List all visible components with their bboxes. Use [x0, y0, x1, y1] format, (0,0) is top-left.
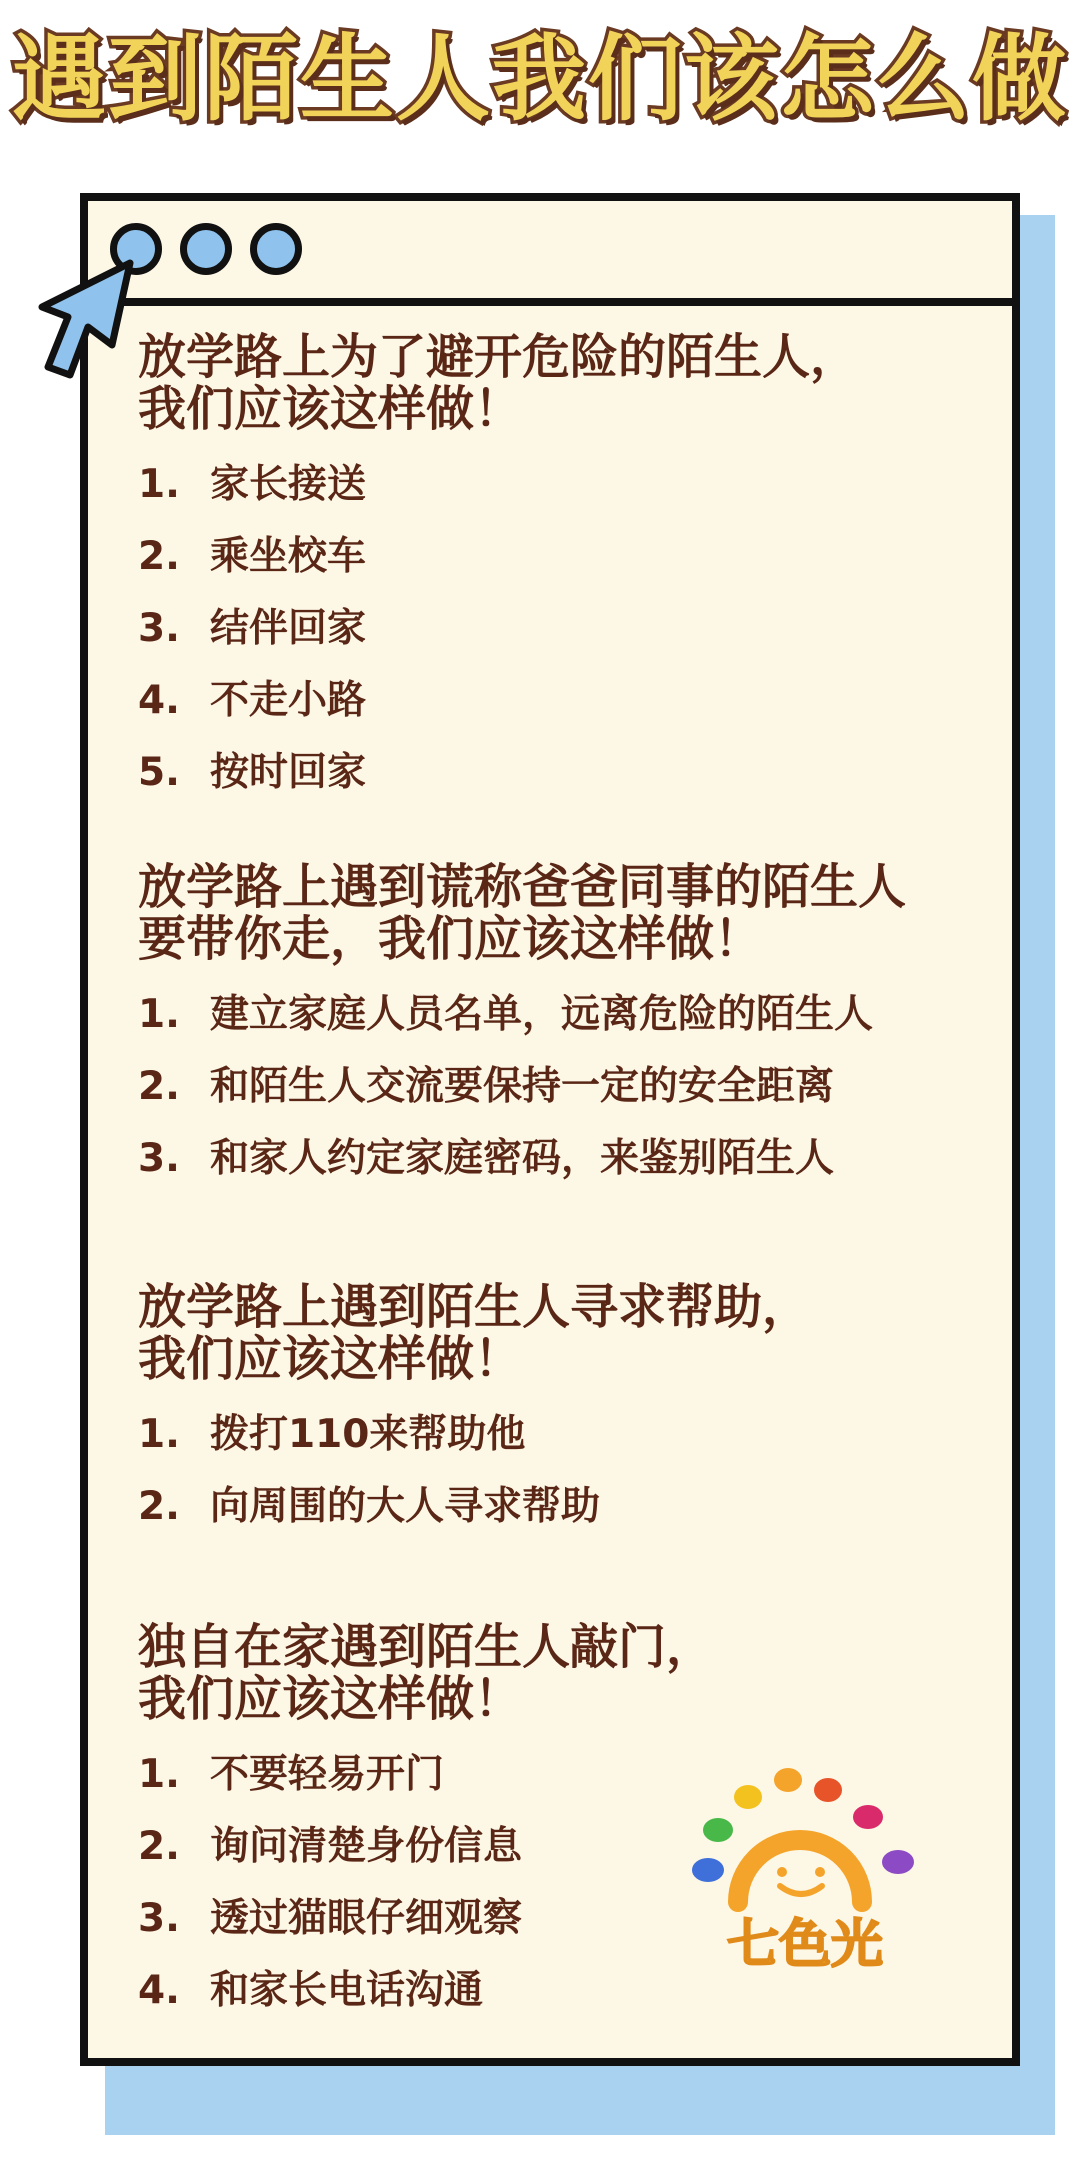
item-text: 家长接送	[210, 462, 367, 507]
item-number: 4.	[138, 1968, 180, 2013]
list-item	[138, 593, 1018, 665]
section-heading: 独自在家遇到陌生人敲门， 我们应该这样做！	[138, 1619, 715, 1727]
list-item	[138, 1471, 1018, 1543]
item-text: 不走小路	[210, 678, 367, 723]
item-text: 和陌生人交流要保持一定的安全距离	[210, 1064, 835, 1109]
item-number: 5.	[138, 750, 180, 795]
item-number: 2.	[138, 1064, 180, 1109]
section-list	[138, 449, 1018, 809]
list-item	[138, 449, 1018, 521]
item-text: 不要轻易开门	[210, 1752, 445, 1797]
item-number: 1.	[138, 992, 180, 1037]
item-text: 和家长电话沟通	[210, 1968, 484, 2013]
list-item	[138, 1399, 1018, 1471]
section-heading: 放学路上为了避开危险的陌生人， 我们应该这样做！	[138, 329, 859, 437]
item-number: 3.	[138, 1136, 180, 1181]
section-2	[138, 861, 1018, 1195]
item-number: 2.	[138, 1484, 180, 1529]
section-heading: 放学路上遇到谎称爸爸同事的陌生人 要带你走，我们应该这样做！	[138, 859, 907, 967]
page-title: 遇到陌生人我们该怎么做	[11, 25, 1068, 134]
section-list	[138, 979, 1018, 1195]
item-text: 和家人约定家庭密码，来鉴别陌生人	[210, 1136, 835, 1181]
section-1	[138, 331, 1018, 809]
item-number: 4.	[138, 678, 180, 723]
item-text: 按时回家	[210, 750, 367, 795]
item-text: 向周围的大人寻求帮助	[210, 1484, 601, 1529]
item-text: 乘坐校车	[210, 534, 367, 579]
logo-text: 七色光	[726, 1915, 883, 1975]
item-text: 建立家庭人员名单，远离危险的陌生人	[210, 992, 874, 1037]
item-text: 询问清楚身份信息	[210, 1824, 523, 1869]
list-item	[138, 737, 1018, 809]
item-text: 拨打110来帮助他	[210, 1412, 526, 1457]
list-item	[138, 1123, 1018, 1195]
list-item	[138, 1051, 1018, 1123]
item-number: 3.	[138, 1896, 180, 1941]
list-item	[138, 665, 1018, 737]
section-3	[138, 1281, 1018, 1543]
item-text: 结伴回家	[210, 606, 367, 651]
item-number: 2.	[138, 534, 180, 579]
cursor-arrow-icon	[30, 255, 145, 380]
item-number: 1.	[138, 1752, 180, 1797]
item-text: 透过猫眼仔细观察	[210, 1896, 523, 1941]
item-number: 1.	[138, 1412, 180, 1457]
section-heading: 放学路上遇到陌生人寻求帮助， 我们应该这样做！	[138, 1279, 811, 1387]
item-number: 3.	[138, 606, 180, 651]
item-number: 1.	[138, 462, 180, 507]
list-item	[138, 979, 1018, 1051]
item-number: 2.	[138, 1824, 180, 1869]
section-list	[138, 1399, 1018, 1543]
rainbow-sun-icon	[680, 1762, 930, 1912]
list-item	[138, 521, 1018, 593]
rainbow-sun-logo	[680, 1762, 930, 1982]
